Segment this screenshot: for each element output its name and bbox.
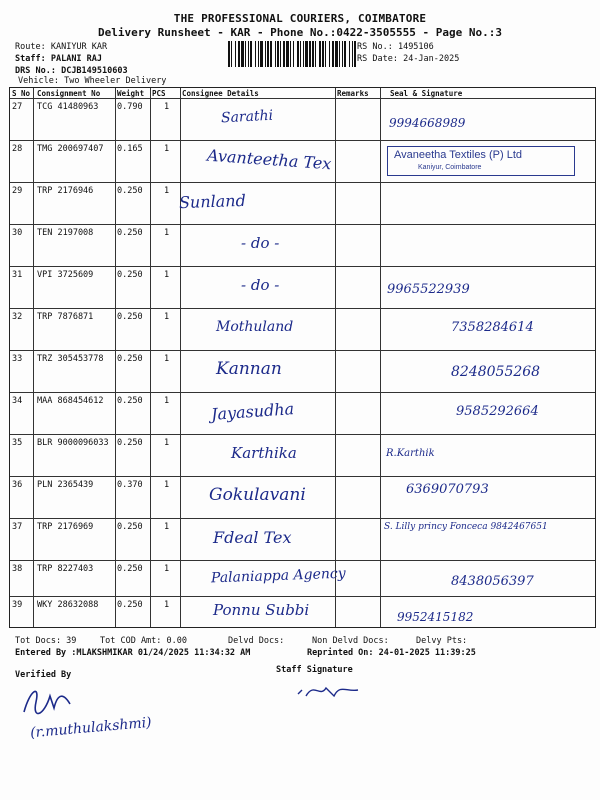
barcode-bar: [293, 41, 294, 67]
row-consignee-handwritten: Sunland: [178, 190, 247, 213]
rs-date-label: RS Date:: [357, 54, 398, 64]
row-consignee-handwritten: Jayasudha: [210, 399, 295, 424]
row-pieces: 1: [164, 564, 170, 574]
row-pieces: 1: [164, 186, 170, 196]
row-divider: [10, 266, 595, 267]
row-weight: 0.250: [117, 270, 143, 280]
row-pieces: 1: [164, 270, 170, 280]
row-consignment-number: TRZ 305453778: [37, 354, 104, 364]
barcode-bar: [322, 41, 324, 67]
staff-label: Staff:: [15, 54, 46, 64]
barcode-bar: [277, 41, 279, 67]
barcode-bar: [265, 41, 266, 67]
rs-date-line: [357, 54, 459, 64]
barcode-bar: [344, 41, 346, 67]
row-divider: [10, 392, 595, 393]
row-pieces: 1: [164, 228, 170, 238]
barcode-bar: [319, 41, 321, 67]
row-pieces: 1: [164, 102, 170, 112]
row-pieces: 1: [164, 480, 170, 490]
row-divider: [10, 560, 595, 561]
total-docs: Tot Docs: 39: [15, 636, 77, 646]
row-serial-number: 39: [12, 600, 23, 610]
column-header-pcs: PCS: [152, 89, 166, 98]
barcode-bar: [245, 41, 246, 67]
row-pieces: 1: [164, 354, 170, 364]
row-serial-number: 35: [12, 438, 23, 448]
barcode-bar: [339, 41, 340, 67]
row-serial-number: 38: [12, 564, 23, 574]
row-serial-number: 32: [12, 312, 23, 322]
column-header-signature: Seal & Signature: [390, 89, 463, 98]
row-weight: 0.250: [117, 522, 143, 532]
runsheet-subtitle: Delivery Runsheet - KAR - Phone No.:0422-3505555 - Page No.:3: [98, 26, 502, 39]
non-delivered-docs: Non Delvd Docs:: [312, 636, 389, 646]
barcode-bar: [248, 41, 249, 67]
reprinted-on: Reprinted On: 24-01-2025 11:39:25: [307, 648, 476, 658]
column-header-remarks: Remarks: [337, 89, 369, 98]
barcode-bar: [283, 41, 285, 67]
row-receiver-signature: R.Karthik: [386, 448, 435, 459]
row-pieces: 1: [164, 144, 170, 154]
barcode-bar: [335, 41, 338, 67]
row-consignee-handwritten: Mothuland: [216, 319, 294, 335]
row-serial-number: 33: [12, 354, 23, 364]
barcode-bar: [250, 41, 252, 67]
row-pieces: 1: [164, 522, 170, 532]
barcode-bar: [231, 41, 232, 67]
row-serial-number: 31: [12, 270, 23, 280]
row-consignment-number: TRP 8227403: [37, 564, 94, 574]
barcode-bar: [309, 41, 311, 67]
row-receiver-signature: 8248055268: [451, 364, 541, 380]
row-receiver-signature: S. Lilly princy Fonceca 9842467651: [384, 522, 548, 532]
row-consignment-number: TRP 2176946: [37, 186, 94, 196]
row-consignment-number: WKY 28632088: [37, 600, 99, 610]
delivery-points: Delvy Pts:: [416, 636, 468, 646]
row-consignee-handwritten: Avanteetha Tex: [206, 145, 332, 174]
row-serial-number: 34: [12, 396, 23, 406]
row-consignment-number: VPI 3725609: [37, 270, 94, 280]
row-consignee-handwritten: Ponnu Subbi: [213, 601, 310, 619]
staff-signature: [294, 678, 364, 704]
barcode-bar: [312, 41, 314, 67]
barcode-bar: [300, 41, 301, 67]
barcode-bar: [228, 41, 230, 67]
route-line: [15, 42, 107, 52]
column-header-consignee: Consignee Details: [182, 89, 259, 98]
row-divider: [10, 140, 595, 141]
barcode-bar: [258, 41, 259, 67]
row-consignment-number: TMG 200697407: [37, 144, 104, 154]
staff-signature-label: Staff Signature: [276, 665, 353, 675]
row-receiver-signature: 9952415182: [397, 610, 474, 624]
barcode-bar: [267, 41, 269, 67]
barcode-bar: [241, 41, 244, 67]
row-consignment-number: BLR 9000096033: [37, 438, 109, 448]
vehicle-label: Vehicle:: [18, 76, 59, 86]
row-pieces: 1: [164, 438, 170, 448]
row-receiver-signature: 8438056397: [451, 574, 534, 589]
row-weight: 0.250: [117, 186, 143, 196]
barcode-bar: [315, 41, 316, 67]
rs-no-label: RS No.:: [357, 42, 393, 52]
row-consignment-number: PLN 2365439: [37, 480, 94, 490]
verified-by-label: Verified By: [15, 670, 72, 680]
barcode-bar: [332, 41, 334, 67]
row-divider: [10, 308, 595, 309]
row-serial-number: 28: [12, 144, 23, 154]
total-cod-amount: Tot COD Amt: 0.00: [100, 636, 187, 646]
row-divider: [10, 518, 595, 519]
vehicle-line: [18, 76, 166, 86]
drs-label: DRS No.:: [15, 66, 56, 76]
stamp-company-name: Avaneetha Textiles (P) Ltd: [394, 149, 523, 161]
row-receiver-signature: 9994668989: [389, 116, 466, 130]
barcode-bar: [342, 41, 343, 67]
row-pieces: 1: [164, 600, 170, 610]
row-serial-number: 36: [12, 480, 23, 490]
row-serial-number: 29: [12, 186, 23, 196]
row-serial-number: 27: [12, 102, 23, 112]
row-serial-number: 37: [12, 522, 23, 532]
barcode-bar: [255, 41, 256, 67]
row-weight: 0.250: [117, 564, 143, 574]
row-divider: [10, 182, 595, 183]
row-pieces: 1: [164, 396, 170, 406]
barcode-bar: [275, 41, 276, 67]
barcode-image: [228, 41, 356, 67]
row-weight: 0.250: [117, 600, 143, 610]
row-weight: 0.790: [117, 102, 143, 112]
barcode-bar: [270, 41, 272, 67]
row-consignee-handwritten: Palaniappa Agency: [210, 565, 346, 587]
row-consignee-handwritten: - do -: [241, 276, 280, 294]
row-divider: [10, 434, 595, 435]
barcode-bar: [290, 41, 291, 67]
delivered-docs: Delvd Docs:: [228, 636, 285, 646]
barcode-bar: [297, 41, 299, 67]
row-divider: [10, 224, 595, 225]
row-receiver-signature: 9965522939: [387, 282, 470, 297]
row-consignment-number: MAA 868454612: [37, 396, 104, 406]
entered-by: Entered By :MLAKSHMIKAR 01/24/2025 11:34:32 AM: [15, 648, 251, 658]
row-consignment-number: TRP 7876871: [37, 312, 94, 322]
barcode-bar: [260, 41, 263, 67]
row-consignee-handwritten: Fdeal Tex: [213, 528, 292, 547]
barcode-bar: [286, 41, 289, 67]
column-header-sno: S No: [12, 89, 31, 98]
row-weight: 0.250: [117, 312, 143, 322]
stamp-company-place: Kaniyur, Coimbatore: [418, 164, 482, 171]
barcode-bar: [305, 41, 308, 67]
row-consignment-number: TEN 2197008: [37, 228, 94, 238]
row-consignee-handwritten: Karthika: [231, 444, 297, 462]
row-divider: [10, 476, 595, 477]
row-consignee-handwritten: Sarathi: [220, 107, 274, 127]
barcode-bar: [280, 41, 281, 67]
rs-no-line: [357, 42, 434, 52]
barcode-bar: [352, 41, 353, 67]
drs-value: DCJB149510603: [61, 66, 128, 76]
row-divider: [10, 596, 595, 597]
verifier-name-handwritten: (r.muthulakshmi): [29, 714, 153, 742]
row-pieces: 1: [164, 312, 170, 322]
staff-value: PALANI RAJ: [50, 54, 103, 64]
row-divider: [10, 350, 595, 351]
column-header-weight: Weight: [117, 89, 145, 98]
row-weight: 0.250: [117, 396, 143, 406]
rs-no-value: 1495106: [397, 42, 434, 52]
row-receiver-signature: 6369070793: [406, 482, 489, 497]
row-receiver-signature: 7358284614: [451, 320, 534, 335]
rs-date-value: 24-Jan-2025: [403, 54, 460, 64]
row-weight: 0.250: [117, 354, 143, 364]
row-consignment-number: TRP 2176969: [37, 522, 94, 532]
company-seal-stamp: [387, 146, 575, 176]
row-weight: 0.250: [117, 438, 143, 448]
row-consignee-handwritten: Kannan: [216, 359, 282, 379]
row-consignee-handwritten: Gokulavani: [209, 485, 306, 505]
row-receiver-signature: 9585292664: [456, 404, 539, 419]
page-title: THE PROFESSIONAL COURIERS, COIMBATORE: [173, 12, 427, 25]
barcode-bar: [325, 41, 326, 67]
row-weight: 0.370: [117, 480, 143, 490]
drs-line: [15, 66, 128, 76]
vehicle-value: Two Wheeler Delivery: [64, 76, 167, 86]
row-weight: 0.165: [117, 144, 143, 154]
barcode-bar: [349, 41, 350, 67]
column-header-consignment: Consignment No: [37, 89, 101, 98]
route-label: Route:: [15, 42, 46, 52]
verifier-signature: [18, 682, 78, 722]
row-consignment-number: TCG 41480963: [37, 102, 99, 112]
barcode-bar: [238, 41, 240, 67]
route-value: KANIYUR KAR: [50, 42, 108, 52]
row-serial-number: 30: [12, 228, 23, 238]
barcode-bar: [235, 41, 236, 67]
staff-line: [15, 54, 102, 64]
barcode-bar: [303, 41, 304, 67]
row-weight: 0.250: [117, 228, 143, 238]
barcode-bar: [329, 41, 330, 67]
barcode-bar: [354, 41, 356, 67]
row-consignee-handwritten: - do -: [241, 234, 280, 252]
